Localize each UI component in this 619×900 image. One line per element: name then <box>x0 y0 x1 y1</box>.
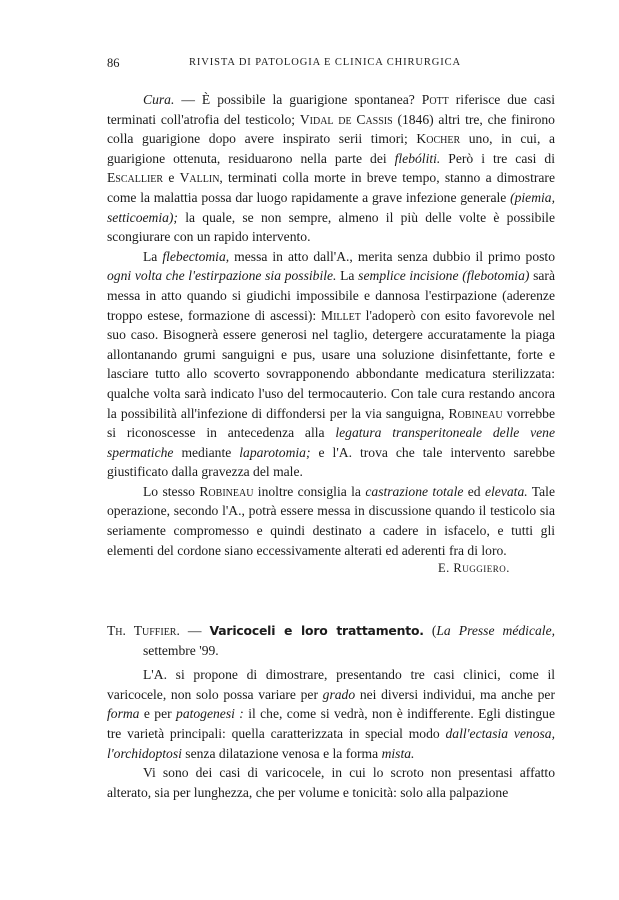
text-run: e <box>163 170 180 186</box>
text-run: ( <box>423 623 437 638</box>
text-run: e per <box>139 706 177 722</box>
author-name: Vallin <box>179 170 220 186</box>
text-run: Tale operazione, secondo l'A., potrà essere messa in discussione quando il testicolo sia seriamente compromesso e quindi destinato a cadere in isfacelo, e tutti gli elementi del cordone siano eccessivamente alterati ed aderenti fra di loro. <box>107 483 555 558</box>
text-run: vorrebbe si riconoscesse in antecedenza alla <box>107 405 555 441</box>
signature-name: Ruggiero. <box>453 561 510 575</box>
italic-text: La Presse médicale, <box>436 623 556 638</box>
paragraph <box>107 247 555 482</box>
italic-text: mista. <box>381 745 415 761</box>
text-run: riferisce due casi terminati coll'atrofia del testicolo; <box>107 92 556 127</box>
running-header <box>107 56 555 72</box>
signature-initial: E. <box>438 561 450 575</box>
italic-text: (piemia, setticoemia); <box>107 189 555 225</box>
review-2-body <box>107 621 555 802</box>
italic-text: flebectomia, <box>162 248 230 264</box>
text-run: uno, in cui, a guarigione ottenuta, residuarono nella parte dei <box>107 131 555 166</box>
review-heading <box>107 621 555 660</box>
italic-text: patogenesi : <box>176 706 244 722</box>
author-name: Th. Tuffier. <box>107 623 180 638</box>
text-run: settembre '99. <box>143 642 219 658</box>
italic-text: forma <box>107 706 140 722</box>
text-run: Però i tre casi di <box>440 150 555 166</box>
text-run: il che, come si vedrà, non è indifferente. Egli distingue tre varietà principali: quella caratterizzata in special modo <box>107 706 555 741</box>
text-run: L'A. si propone di dimostrare, presentando tre casi clinici, come il varicocele, non solo possa variare per <box>107 667 555 702</box>
text-run: (1846) altri tre, che finirono colla guarigione dopo avere inspirato serii timori; <box>107 111 555 147</box>
text-run: inoltre consiglia la <box>253 483 366 499</box>
text-run: , terminati colla morte in breve tempo, stanno a dimostrare come la malattia possa dar luogo rapidamente a grave infezione generale <box>107 170 555 205</box>
italic-text: semplice incisione (flebotomia) <box>358 268 530 284</box>
text-run: La <box>143 248 163 264</box>
text-run: sarà messa in atto quando si giudichi impossibile e dannosa l'estirpazione (aderenze troppo estese, formazione di ascessi): <box>107 268 555 323</box>
text-run: mediante <box>173 444 240 460</box>
paragraph <box>107 763 555 802</box>
page-number: 86 <box>107 56 120 70</box>
paragraph <box>107 90 555 247</box>
author-name: Millet <box>320 307 361 323</box>
paragraph <box>107 665 555 763</box>
text-run: ed <box>463 483 485 499</box>
italic-text: legatura transperitoneale delle vene spermatiche <box>107 425 555 460</box>
article-title: Varicoceli e loro trattamento. <box>209 623 424 638</box>
text-run: messa in atto dall'A., merita senza dubbio il primo posto <box>229 248 555 264</box>
italic-text: elevata. <box>485 483 528 499</box>
text-run: Vi sono dei casi di varicocele, in cui lo scroto non presentasi affatto alterato, sia per lunghezza, che per volume e tonicità: solo alla palpazione <box>107 765 555 800</box>
author-name: Kocher <box>416 131 461 147</box>
paragraph <box>107 482 555 560</box>
italic-text: grado <box>322 686 356 702</box>
review-1-body <box>107 90 555 560</box>
text-run: l'adoperò con esito favorevole nel suo caso. Bisognerà essere generosi nel taglio, detergere accuratamente la piaga allontanando grumi sanguigni e pus, usare una soluzione disinfettante, forte e lasciare tutto allo scoverto sovrapponendo abbondante medicatura sterilizzata: qualche volta sarà indicato l'uso del termocauterio. Con tale cura restando ancora la possibilità all'infezione di diffondersi per la via sanguigna, <box>107 307 555 421</box>
author-name: Robineau <box>448 405 503 421</box>
italic-text: ogni volta che l'estirpazione sia possibile. <box>107 268 337 284</box>
text-run: nei diversi individui, ma anche per <box>355 686 555 702</box>
italic-text: dall'ectasia venosa, l'orchidoptosi <box>107 725 556 761</box>
italic-text: laparotomia; <box>239 444 311 460</box>
text-run: — <box>179 623 210 638</box>
author-name: Pott <box>421 92 449 107</box>
text-run: e l'A. trova che tale intervento sarebbe giustificato dalla gravezza del male. <box>107 444 555 480</box>
text-run: senza dilatazione venosa e la forma <box>181 745 382 761</box>
text-run: — È possibile la guarigione spontanea? <box>174 92 422 107</box>
author-name: Escallier <box>107 170 164 186</box>
author-name: Vidal de Cassis <box>299 111 393 127</box>
italic-text: castrazione totale <box>365 483 464 499</box>
signature <box>438 561 510 576</box>
italic-text: flebóliti. <box>394 150 441 166</box>
text-run: La <box>336 268 359 284</box>
italic-text: Cura. <box>143 92 175 107</box>
text-run: Lo stesso <box>143 483 200 499</box>
running-title: RIVISTA DI PATOLOGIA E CLINICA CHIRURGICA <box>189 57 462 68</box>
author-name: Robineau <box>199 483 254 499</box>
text-run: la quale, se non sempre, almeno il più delle volte è possibile scongiurare con un rapido intervento. <box>107 209 555 245</box>
